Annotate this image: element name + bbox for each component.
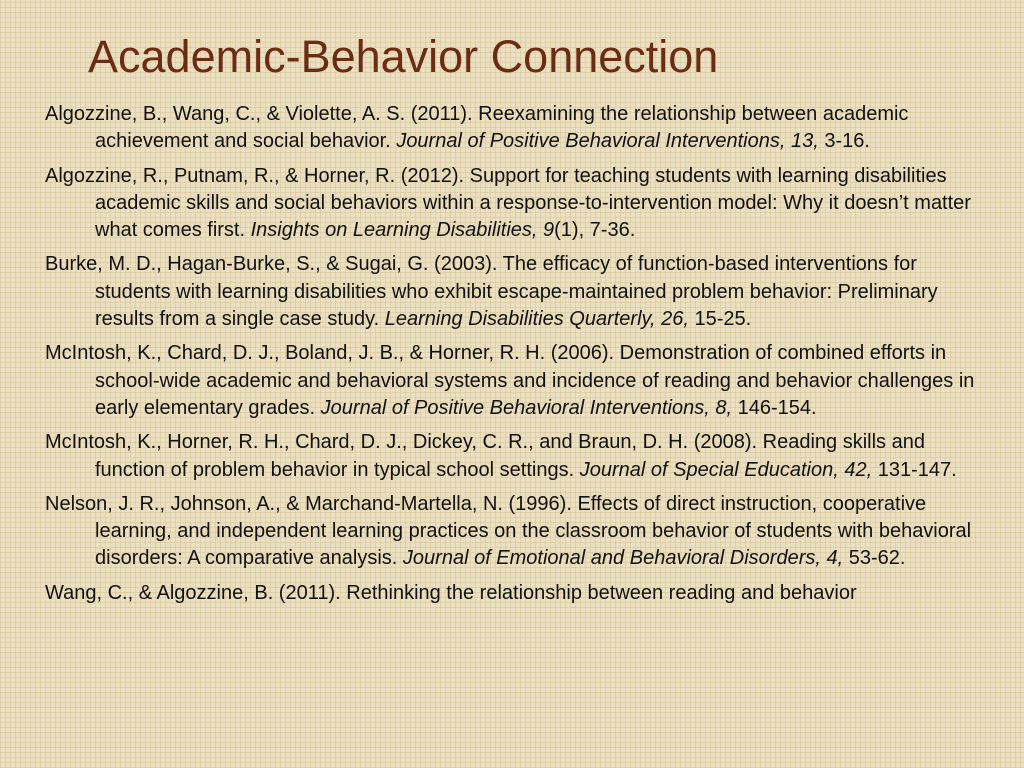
reference-source: Learning Disabilities Quarterly, 26, — [384, 308, 689, 331]
reference-item — [45, 429, 985, 484]
reference-pages: 146-154. — [732, 396, 817, 419]
reference-text: Nelson, J. R., Johnson, A., & Marchand-Martella, N. (1996). Effects of direct instruction, cooperative learning, and independent learning practices on the classroom behavior of students with behavioral disorders: A comparative analysis. — [45, 492, 972, 570]
reference-text: Burke, M. D., Hagan-Burke, S., & Sugai, G. (2003). The efficacy of function-based interventions for students with learning disabilities who exhibit escape-maintained problem behavior: Preliminary results from a single case study. — [45, 253, 938, 331]
reference-text: Wang, C., & Algozzine, B. (2011). Rethinking the relationship between reading and behavior — [45, 581, 857, 604]
reference-text: McIntosh, K., Chard, D. J., Boland, J. B., & Horner, R. H. (2006). Demonstration of combined efforts in school-wide academic and behavioral systems and incidence of reading and behavior challenges in early elementary grades. — [45, 342, 975, 419]
reference-item — [45, 163, 985, 245]
reference-item — [45, 340, 985, 422]
reference-pages: 3-16. — [818, 130, 870, 153]
reference-pages: 7-36. — [584, 219, 636, 242]
reference-item — [45, 101, 985, 156]
reference-source: Journal of Emotional and Behavioral Disorders, 4, — [402, 547, 844, 570]
slide-title: Academic-Behavior Connection — [88, 31, 719, 82]
reference-pages: 131-147. — [872, 458, 957, 481]
reference-source: Insights on Learning Disabilities, 9 — [250, 219, 555, 242]
reference-pages: 15-25. — [688, 308, 752, 331]
reference-pages: 53-62. — [843, 547, 906, 570]
reference-source: Journal of Positive Behavioral Interventions, 13, — [396, 130, 819, 153]
reference-issue: (1), — [554, 219, 585, 242]
reference-text: Algozzine, B., Wang, C., & Violette, A. S. (2011). Reexamining the relationship between academic achievement and social behavior. — [45, 103, 909, 153]
reference-item — [45, 580, 985, 607]
reference-source: Journal of Positive Behavioral Interventions, 8, — [320, 396, 733, 419]
reference-item — [45, 491, 985, 573]
reference-text: McIntosh, K., Horner, R. H., Chard, D. J., Dickey, C. R., and Braun, D. H. (2008). Reading skills and function of problem behavior in typical school settings. — [45, 431, 925, 481]
reference-text: Algozzine, R., Putnam, R., & Horner, R. (2012). Support for teaching students with learning disabilities academic skills and social behaviors within a response-to-intervention model: Why it doesn’t matter what comes first. — [45, 164, 971, 242]
reference-source: Journal of Special Education, 42, — [579, 458, 873, 481]
reference-item — [45, 251, 985, 333]
reference-list — [45, 101, 985, 614]
